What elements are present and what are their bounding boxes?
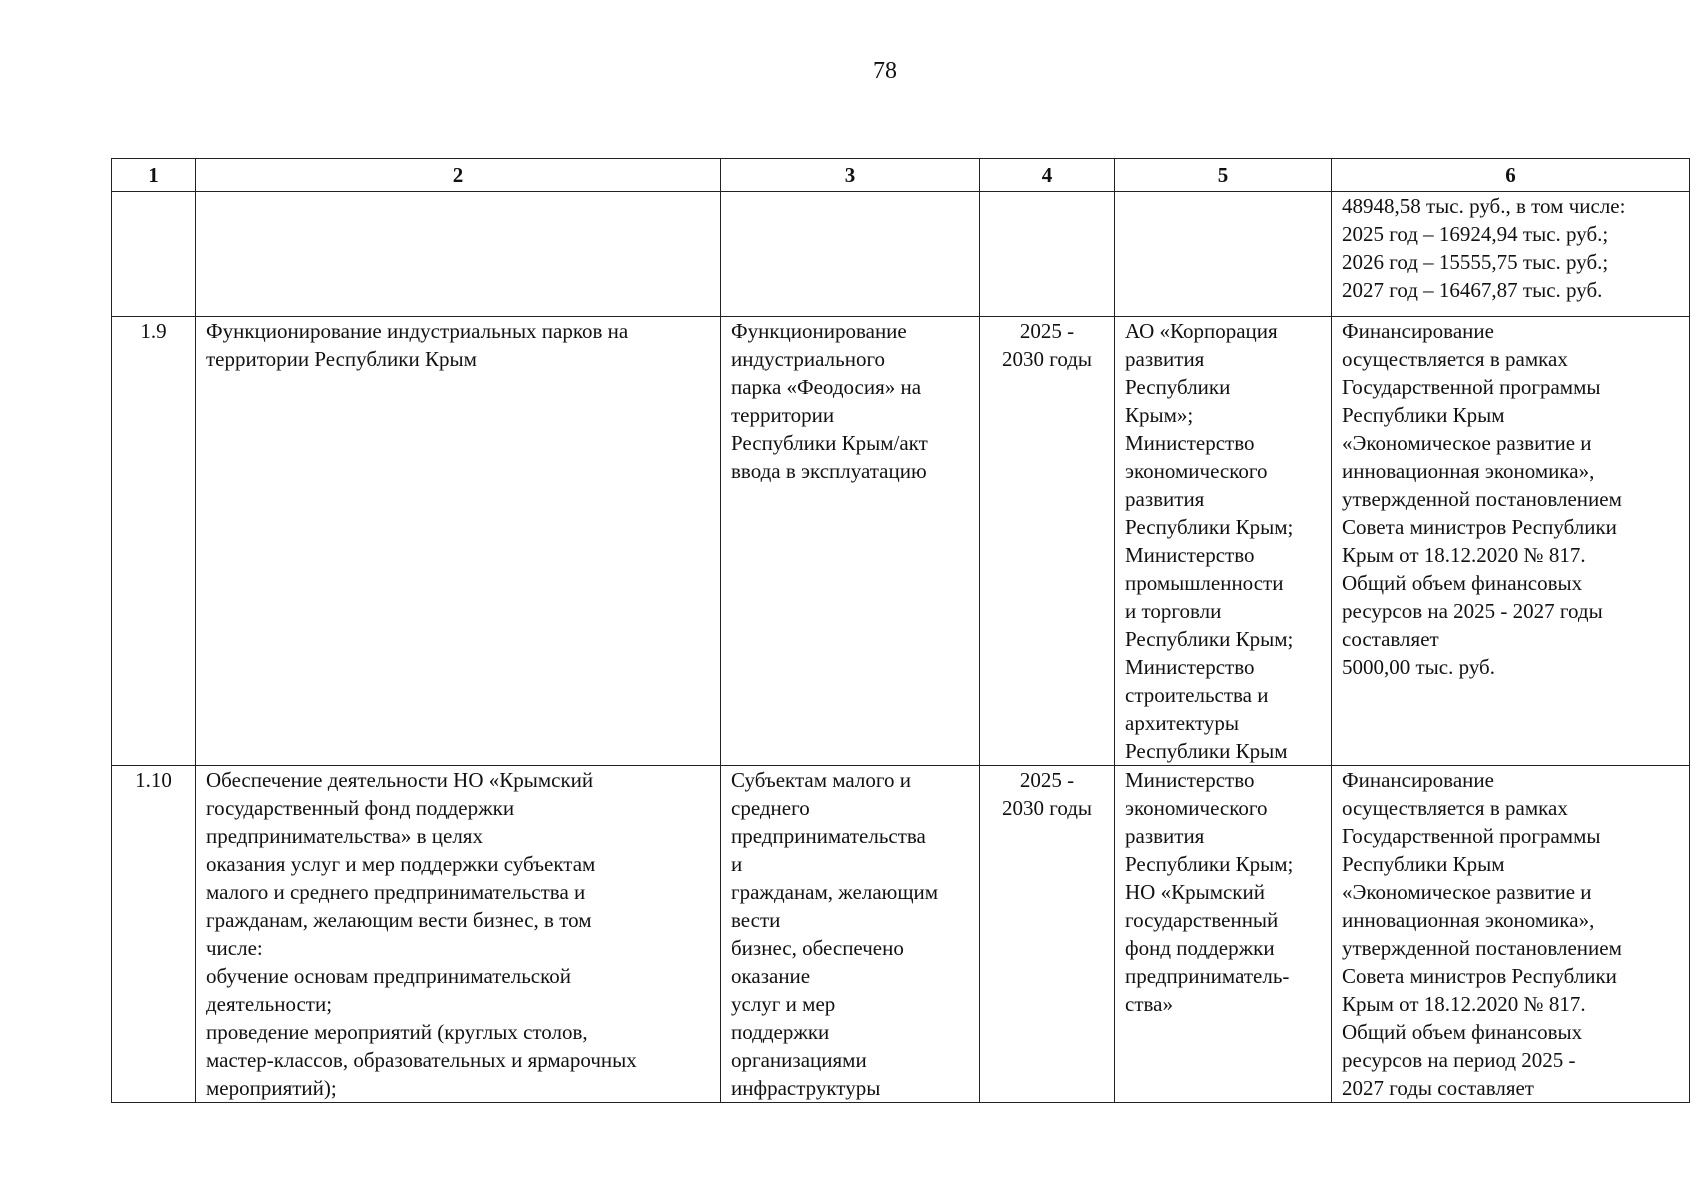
cell-text-line: Республики Крым; bbox=[1125, 515, 1294, 539]
program-table bbox=[111, 158, 1690, 1103]
cell-text-line: 2025 год – 16924,94 тыс. руб.; bbox=[1342, 222, 1609, 246]
cell-text-line: мастер-классов, образовательных и ярмарочных bbox=[206, 1048, 637, 1072]
cell-text-line: 5000,00 тыс. руб. bbox=[1342, 655, 1495, 679]
cell-text-line: Субъектам малого и bbox=[731, 768, 911, 792]
cell-text-line: организациями bbox=[731, 1048, 867, 1072]
cell-text-line: 2025 - bbox=[1019, 319, 1075, 343]
cell-text-line: вести bbox=[731, 908, 781, 932]
cell-text-line: Республики Крым; bbox=[1125, 627, 1294, 651]
cell-text-line: 2027 годы составляет bbox=[1342, 1076, 1534, 1100]
cell-text-line: НО «Крымский bbox=[1125, 880, 1265, 904]
cell-text-line: гражданам, желающим вести бизнес, в том bbox=[206, 908, 592, 932]
cell-text-line: индустриального bbox=[731, 347, 886, 371]
cell-text-line: инновационная экономика», bbox=[1342, 908, 1595, 932]
header-cell-3: 3 bbox=[721, 159, 980, 192]
cell-text-line: обучение основам предпринимательской bbox=[206, 964, 571, 988]
cell-text-line: промышленности bbox=[1125, 571, 1284, 595]
cell-text-line: осуществляется в рамках bbox=[1342, 347, 1568, 371]
cell-text-line: развития bbox=[1125, 487, 1205, 511]
cell-text-line: Крым»; bbox=[1125, 403, 1194, 427]
cell-text-line: Совета министров Республики bbox=[1342, 515, 1617, 539]
cell-text-line: Республики bbox=[1125, 375, 1231, 399]
cell-text-line: утвержденной постановлением bbox=[1342, 487, 1622, 511]
row-number-cell: 1.9 bbox=[112, 317, 196, 766]
cell-text-line: инновационная экономика», bbox=[1342, 459, 1595, 483]
cell-text-line: оказание bbox=[731, 964, 811, 988]
financing-cell bbox=[1332, 766, 1690, 1103]
cell-text-line: услуг и мер bbox=[731, 992, 836, 1016]
cell-text-line: 2030 годы bbox=[1001, 796, 1093, 820]
cell-text-line: 2030 годы bbox=[1001, 347, 1093, 371]
cell-text-line: осуществляется в рамках bbox=[1342, 796, 1568, 820]
cell-text-line: и bbox=[731, 852, 743, 876]
activity-cell bbox=[196, 766, 721, 1103]
cell-text-line: Республики Крым bbox=[1125, 739, 1288, 763]
result-cell bbox=[721, 317, 980, 766]
row-number-cell bbox=[112, 192, 196, 317]
executor-cell bbox=[1115, 766, 1332, 1103]
cell-text-line: Общий объем финансовых bbox=[1342, 1020, 1583, 1044]
header-cell-1: 1 bbox=[112, 159, 196, 192]
cell-text-line: ства» bbox=[1125, 992, 1173, 1016]
cell-text-line: Общий объем финансовых bbox=[1342, 571, 1583, 595]
cell-text-line: мероприятий); bbox=[206, 1076, 337, 1100]
cell-text-line: 2027 год – 16467,87 тыс. руб. bbox=[1342, 278, 1603, 302]
cell-text-line: Обеспечение деятельности НО «Крымский bbox=[206, 768, 594, 792]
period-cell bbox=[980, 192, 1115, 317]
cell-text-line: ввода в эксплуатацию bbox=[731, 459, 927, 483]
page-number: 78 bbox=[873, 58, 897, 84]
period-cell bbox=[980, 317, 1115, 766]
financing-cell bbox=[1332, 317, 1690, 766]
cell-text-line: архитектуры bbox=[1125, 711, 1239, 735]
cell-text-line: малого и среднего предпринимательства и bbox=[206, 880, 586, 904]
cell-text-line: Министерство bbox=[1125, 431, 1255, 455]
header-cell-4: 4 bbox=[980, 159, 1115, 192]
header-cell-2: 2 bbox=[196, 159, 721, 192]
cell-text-line: Министерство bbox=[1125, 655, 1255, 679]
table-row bbox=[112, 766, 1690, 1103]
cell-text-line: деятельности; bbox=[206, 992, 333, 1016]
cell-text-line: «Экономическое развитие и bbox=[1342, 880, 1592, 904]
cell-text-line: 2026 год – 15555,75 тыс. руб.; bbox=[1342, 250, 1609, 274]
cell-text-line: поддержки bbox=[731, 1020, 830, 1044]
cell-text-line: Совета министров Республики bbox=[1342, 964, 1617, 988]
cell-text-line: ресурсов на 2025 - 2027 годы bbox=[1342, 599, 1603, 623]
cell-text-line: гражданам, желающим bbox=[731, 880, 939, 904]
cell-text-line: «Экономическое развитие и bbox=[1342, 431, 1592, 455]
activity-cell bbox=[196, 192, 721, 317]
cell-text-line: предприниматель- bbox=[1125, 964, 1290, 988]
table-row bbox=[112, 192, 1690, 317]
executor-cell bbox=[1115, 317, 1332, 766]
cell-text-line: бизнес, обеспечено bbox=[731, 936, 904, 960]
header-row bbox=[112, 159, 1690, 192]
cell-text-line: Республики Крым bbox=[1342, 852, 1505, 876]
cell-text-line: утвержденной постановлением bbox=[1342, 936, 1622, 960]
cell-text-line: предпринимательства» в целях bbox=[206, 824, 483, 848]
cell-text-line: Республики Крым bbox=[1342, 403, 1505, 427]
cell-text-line: Функционирование bbox=[731, 319, 907, 343]
cell-text-line: Республики Крым/акт bbox=[731, 431, 928, 455]
cell-text-line: Министерство bbox=[1125, 543, 1255, 567]
cell-text-line: экономического bbox=[1125, 459, 1268, 483]
cell-text-line: Государственной программы bbox=[1342, 824, 1601, 848]
header-cell-5: 5 bbox=[1115, 159, 1332, 192]
cell-text-line: развития bbox=[1125, 824, 1205, 848]
row-number-cell: 1.10 bbox=[112, 766, 196, 1103]
cell-text-line: территории bbox=[731, 403, 835, 427]
cell-text-line: ресурсов на период 2025 - bbox=[1342, 1048, 1576, 1072]
cell-text-line: предпринимательства bbox=[731, 824, 926, 848]
cell-text-line: Финансирование bbox=[1342, 319, 1494, 343]
cell-text-line: 2025 - bbox=[1019, 768, 1075, 792]
cell-text-line: строительства и bbox=[1125, 683, 1269, 707]
cell-text-line: оказания услуг и мер поддержки субъектам bbox=[206, 852, 596, 876]
cell-text-line: Крым от 18.12.2020 № 817. bbox=[1342, 992, 1586, 1016]
financing-cell bbox=[1332, 192, 1690, 317]
cell-text-line: Республики Крым; bbox=[1125, 852, 1294, 876]
cell-text-line: АО «Корпорация bbox=[1125, 319, 1278, 343]
cell-text-line: проведение мероприятий (круглых столов, bbox=[206, 1020, 588, 1044]
cell-text-line: парка «Феодосия» на bbox=[731, 375, 922, 399]
cell-text-line: среднего bbox=[731, 796, 810, 820]
table-row bbox=[112, 317, 1690, 766]
cell-text-line: территории Республики Крым bbox=[206, 347, 477, 371]
cell-text-line: Функционирование индустриальных парков на bbox=[206, 319, 629, 343]
cell-text-line: составляет bbox=[1342, 627, 1439, 651]
executor-cell bbox=[1115, 192, 1332, 317]
cell-text-line: инфраструктуры bbox=[731, 1076, 881, 1100]
period-cell bbox=[980, 766, 1115, 1103]
header-cell-6: 6 bbox=[1332, 159, 1690, 192]
cell-text-line: Министерство bbox=[1125, 768, 1255, 792]
result-cell bbox=[721, 766, 980, 1103]
cell-text-line: государственный фонд поддержки bbox=[206, 796, 515, 820]
cell-text-line: и торговли bbox=[1125, 599, 1222, 623]
cell-text-line: числе: bbox=[206, 936, 263, 960]
cell-text-line: Крым от 18.12.2020 № 817. bbox=[1342, 543, 1586, 567]
cell-text-line: Государственной программы bbox=[1342, 375, 1601, 399]
result-cell bbox=[721, 192, 980, 317]
cell-text-line: фонд поддержки bbox=[1125, 936, 1275, 960]
cell-text-line: 48948,58 тыс. руб., в том числе: bbox=[1342, 194, 1626, 218]
cell-text-line: государственный bbox=[1125, 908, 1279, 932]
cell-text-line: экономического bbox=[1125, 796, 1268, 820]
cell-text-line: Финансирование bbox=[1342, 768, 1494, 792]
cell-text-line: развития bbox=[1125, 347, 1205, 371]
activity-cell bbox=[196, 317, 721, 766]
